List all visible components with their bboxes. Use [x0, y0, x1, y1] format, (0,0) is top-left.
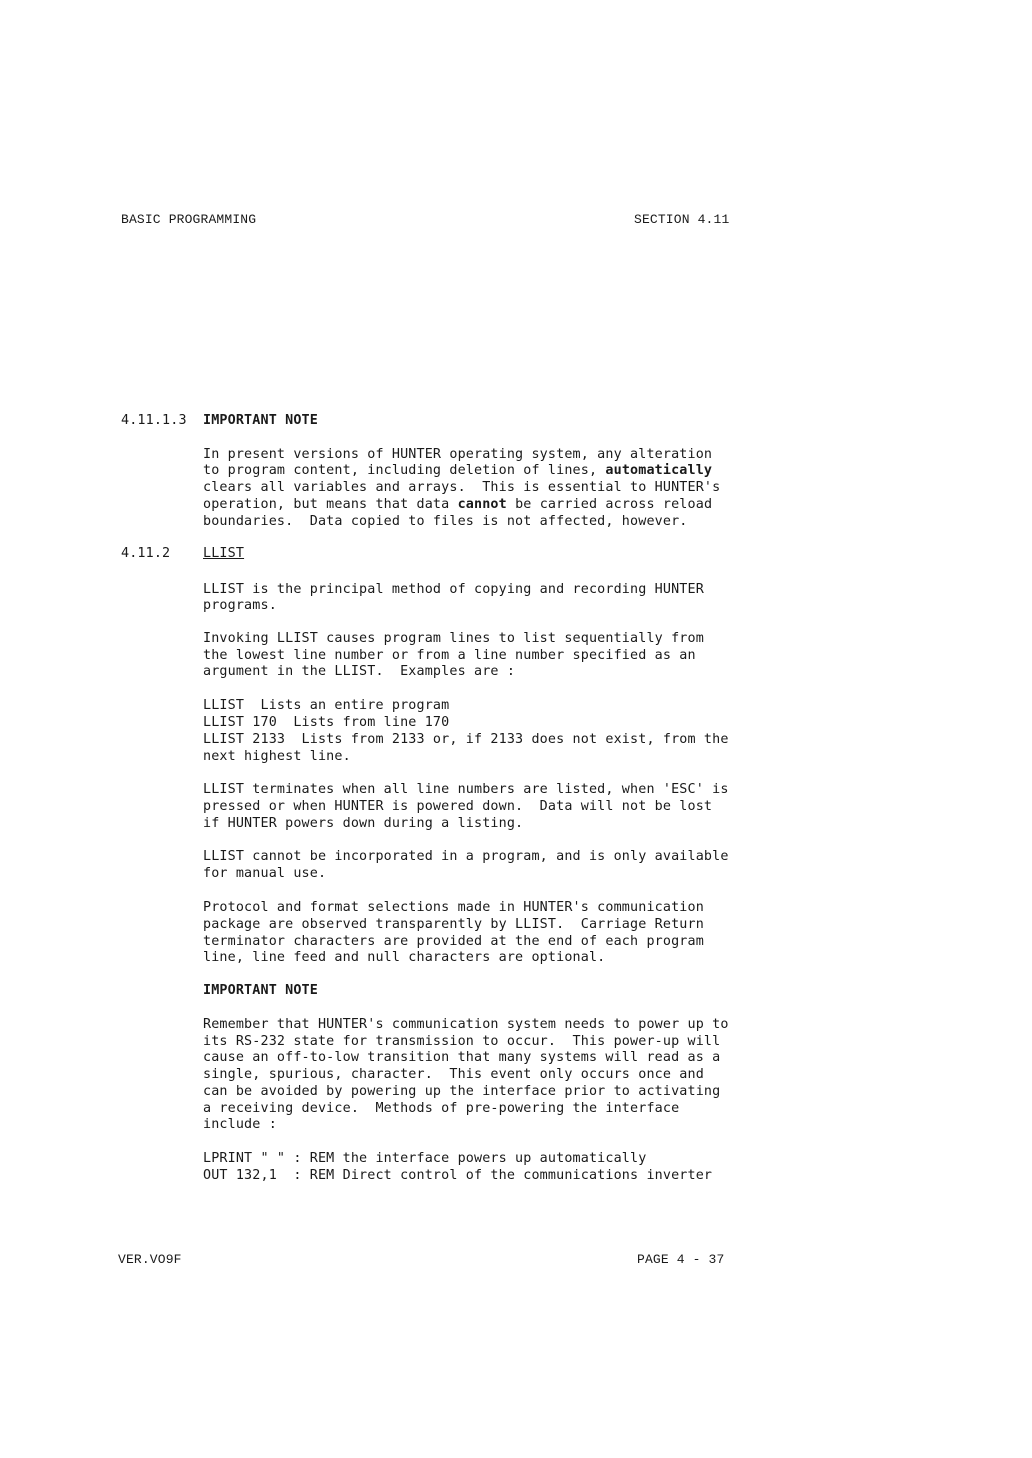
p6-line-2: its RS-232 state for transmission to occur. This power-up will	[203, 1034, 721, 1049]
p4-line-2: for manual use.	[203, 866, 327, 881]
example-line-3: LLIST 2133 Lists from 2133 or, if 2133 does not exist, from the	[203, 732, 729, 747]
p1-line-1: LLIST is the principal method of copying and recording HUNTER	[203, 582, 704, 597]
s1-line-4-text: operation, but means that data	[203, 497, 458, 512]
s1-bold-automatically: automatically	[605, 463, 713, 478]
important-note-2-title: IMPORTANT NOTE	[203, 983, 318, 998]
p5-line-4: line, line feed and null characters are optional.	[203, 950, 606, 965]
example-line-1: LLIST Lists an entire program	[203, 698, 450, 713]
s1-line-4-tail: be carried across reload	[506, 497, 713, 512]
p6-line-1: Remember that HUNTER's communication system needs to power up to	[203, 1017, 729, 1032]
s1-line-3: clears all variables and arrays. This is essential to HUNTER's	[203, 480, 721, 495]
footer-page-number: PAGE 4 - 37	[637, 1252, 725, 1267]
important-note-title: IMPORTANT NOTE	[203, 413, 318, 428]
p3-line-3: if HUNTER powers down during a listing.	[203, 816, 524, 831]
s1-line-5: boundaries. Data copied to files is not affected, however.	[203, 514, 688, 529]
p1-line-2: programs.	[203, 598, 277, 613]
s1-bold-cannot: cannot	[457, 497, 507, 512]
example-line-4: next highest line.	[203, 749, 351, 764]
section-number-4-11-1-3: 4.11.1.3	[121, 413, 187, 428]
p6-line-3: cause an off-to-low transition that many systems will read as a	[203, 1050, 721, 1065]
header-right: SECTION 4.11	[634, 212, 730, 227]
p6-line-7: include :	[203, 1117, 277, 1132]
section-number-4-11-2: 4.11.2	[121, 546, 171, 561]
p3-line-2: pressed or when HUNTER is powered down. Data will not be lost	[203, 799, 713, 814]
p6-line-5: can be avoided by powering up the interface prior to activating	[203, 1084, 721, 1099]
header-left: BASIC PROGRAMMING	[121, 212, 257, 227]
s1-line-1: In present versions of HUNTER operating system, any alteration	[203, 447, 713, 462]
p6-line-4: single, spurious, character. This event only occurs once and	[203, 1067, 704, 1082]
s1-line-2-text: to program content, including deletion of lines,	[203, 463, 606, 478]
p5-line-1: Protocol and format selections made in HUNTER's communication	[203, 900, 704, 915]
p3-line-1: LLIST terminates when all line numbers are listed, when 'ESC' is	[203, 782, 729, 797]
p6-line-6: a receiving device. Methods of pre-powering the interface	[203, 1101, 680, 1116]
s1-line-4	[203, 497, 712, 514]
p2-line-1: Invoking LLIST causes program lines to list sequentially from	[203, 631, 704, 646]
code-line-2: OUT 132,1 : REM Direct control of the communications inverter	[203, 1168, 713, 1183]
p5-line-3: terminator characters are provided at the end of each program	[203, 934, 704, 949]
s1-line-2	[203, 463, 712, 480]
llist-title: LLIST	[203, 546, 245, 561]
footer-version: VER.VO9F	[118, 1252, 182, 1267]
p4-line-1: LLIST cannot be incorporated in a program, and is only available	[203, 849, 729, 864]
p5-line-2: package are observed transparently by LLIST. Carriage Return	[203, 917, 704, 932]
example-line-2: LLIST 170 Lists from line 170	[203, 715, 450, 730]
p2-line-2: the lowest line number or from a line number specified as an	[203, 648, 696, 663]
code-line-1: LPRINT " " : REM the interface powers up automatically	[203, 1151, 647, 1166]
p2-line-3: argument in the LLIST. Examples are :	[203, 664, 516, 679]
